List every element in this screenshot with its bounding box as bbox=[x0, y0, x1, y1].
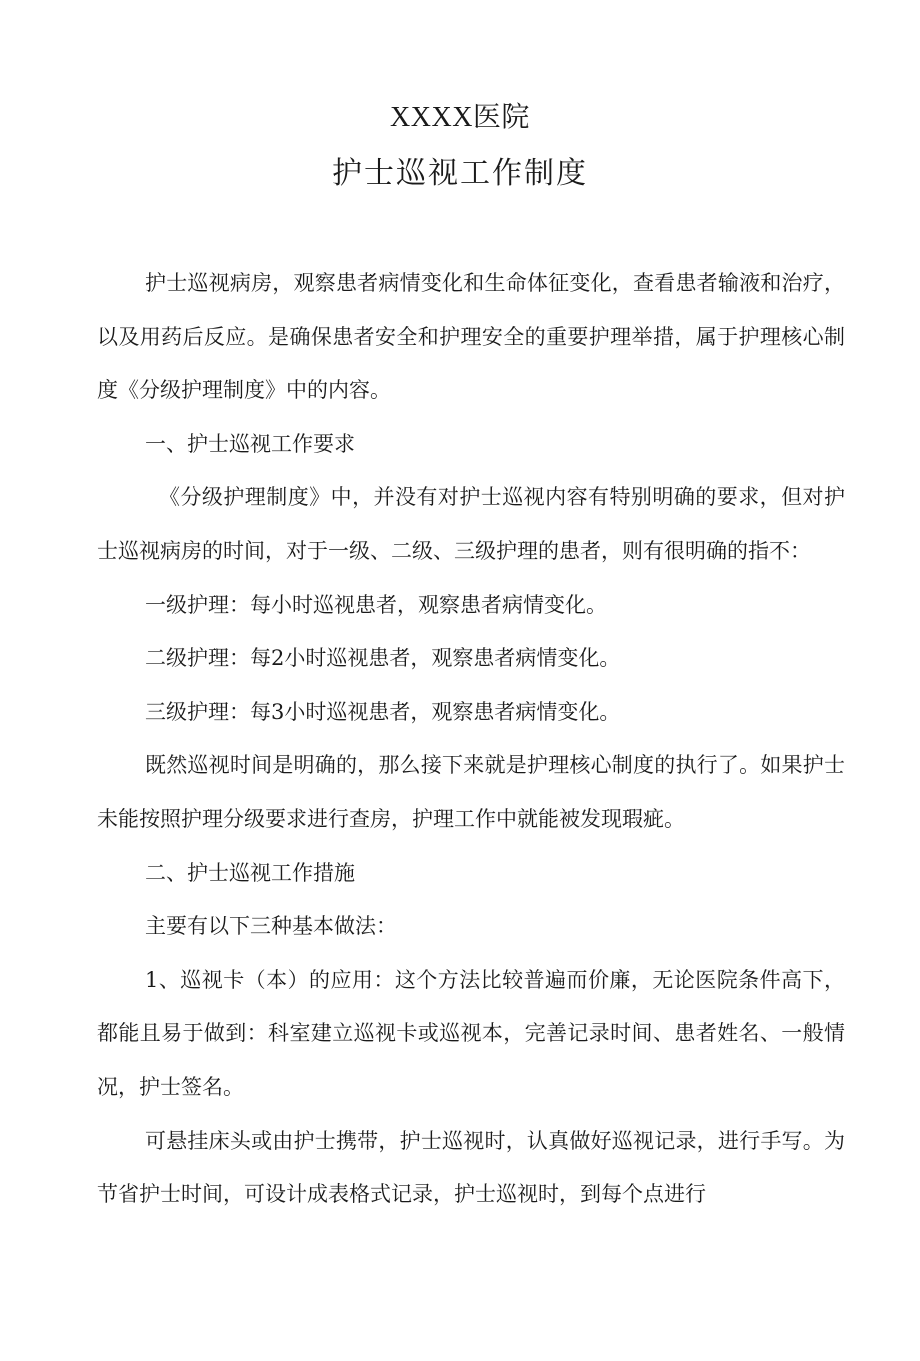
paragraph-requirements: 《分级护理制度》中，并没有对护士巡视内容有特别明确的要求，但对护士巡视病房的时间，对于一级、二级、三级护理的患者，则有很明确的指不： bbox=[97, 485, 845, 563]
paragraph-method-1-detail: 可悬挂床头或由护士携带，护士巡视时，认真做好巡视记录，进行手写。为节省护士时间，可设计成表格式记录，护士巡视时，到每个点进行 bbox=[97, 1128, 845, 1207]
paragraph-methods-intro: 主要有以下三种基本做法： bbox=[145, 914, 397, 939]
list-item-level-3: 三级护理：每3小时巡视患者，观察患者病情变化。 bbox=[145, 699, 621, 724]
paragraph-execution: 既然巡视时间是明确的，那么接下来就是护理核心制度的执行了。如果护士未能按照护理分级要求进行查房，护理工作中就能被发现瑕疵。 bbox=[97, 753, 845, 831]
list-item-level-2: 二级护理：每2小时巡视患者，观察患者病情变化。 bbox=[145, 646, 621, 671]
paragraph-method-1: 1、巡视卡（本）的应用：这个方法比较普遍而价廉，无论医院条件高下，都能且易于做到：科室建立巡视卡或巡视本，完善记录时间、患者姓名、一般情况，护士签名。 bbox=[97, 967, 845, 1099]
document-body bbox=[97, 257, 845, 1222]
section-heading-1: 一、护士巡视工作要求 bbox=[145, 431, 355, 456]
hospital-name: XXXX医院 bbox=[390, 102, 530, 133]
document-title: 护士巡视工作制度 bbox=[332, 156, 588, 191]
list-item-level-1: 一级护理：每小时巡视患者，观察患者病情变化。 bbox=[145, 592, 607, 617]
paragraph-intro: 护士巡视病房，观察患者病情变化和生命体征变化，查看患者输液和治疗，以及用药后反应。是确保患者安全和护理安全的重要护理举措，属于护理核心制度《分级护理制度》中的内容。 bbox=[97, 271, 845, 403]
section-heading-2: 二、护士巡视工作措施 bbox=[145, 860, 355, 885]
